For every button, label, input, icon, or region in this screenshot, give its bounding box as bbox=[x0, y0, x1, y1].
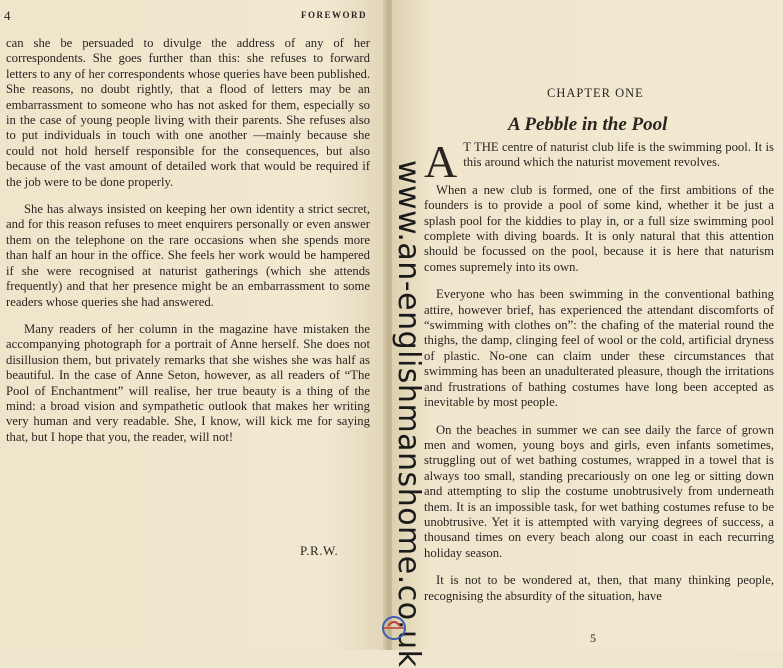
foreword-paragraph: Many readers of her column in the magazine have mistaken the accompanying photograph for a portrait of Anne herself. She does not disillusion them, but privately remarks that she wishes she was half as beautiful. In the case of Anne Seton, however, as all readers of “The Pool of Enchantment” will realise, her true beauty is a thing of the mind: a broad vision and sympathetic outlook that makes her writing very human and very readable. She, I know, will kick me for saying that, but I hope that you, the reader, will not! bbox=[6, 321, 370, 444]
opening-paragraph-text: T THE centre of naturist club life is the swimming pool. It is this around which the naturist movement revolves. bbox=[463, 140, 774, 170]
signature: P.R.W. bbox=[300, 543, 339, 558]
chapter-paragraph: It is not to be wondered at, then, that many thinking people, recognising the absurdity of the situation, have bbox=[424, 573, 774, 603]
right-page-number: 5 bbox=[590, 631, 596, 645]
foreword-paragraph: She has always insisted on keeping her own identity a strict secret, and for this reason refuses to meet enquirers personally or even answer them on the telephone on the rare occasions when she spends more than half an hour in the office. She feels her work would be hampered if she were recognised at naturist gatherings (which she attends frequently) and that her presence might be an embarrassment to some readers whose queries she had answered. bbox=[6, 202, 370, 309]
chapter-label: CHAPTER ONE bbox=[547, 86, 644, 100]
chapter-paragraph: On the beaches in summer we can see daily the farce of grown men and women, young boys and girls, even infants sometimes, struggling out of wet bathing costumes, wrapped in a towel that is always too small, standing precariously on one leg or sitting down and attempting to slip the costume unobtrusively from underneath them. It is an impossible task, for wet bathing costumes refuse to be unobtrusive. Yet it is attempted with varying degrees of success, a thousand times on every beach along our coast in each recurring holiday season. bbox=[424, 422, 774, 560]
chapter-paragraph: When a new club is formed, one of the first ambitions of the founders is to provide a pool of some kind, whether it be just a splash pool for the kiddies to play in, or a full size swimming pool complete with diving boards. It is only natural that this attention should be focussed on the pool, because it is here that naturism comes supremely into its own. bbox=[424, 182, 774, 274]
opening-paragraph bbox=[424, 136, 774, 187]
foreword-paragraph: can she be persuaded to divulge the address of any of her correspondents. She goes further than this: she refuses to forward letters to any of her correspondents whose queries have been published. She reasons, no doubt rightly, that a flood of letters may be an embarrassment to someone who has not asked for them, especially so in the case of young people living with their parents. She refuses also to put individuals in touch with one another —mainly because she could not hold herself responsible for the consequences, but also because of the vast amount of detailed work that would be required if the job were to be done properly. bbox=[6, 36, 370, 189]
left-page bbox=[0, 0, 385, 650]
running-head: FOREWORD bbox=[301, 10, 367, 20]
chapter-paragraph: Everyone who has been swimming in the conventional bathing attire, however brief, has experienced the attendant discomforts of “swimming with clothes on”: the chafing of the material round the thighs, the damp, clinging feel of wool or the cold, artificial dryness of plastic. No-one can claim under these circumstances that swimming has been an unadulterated pleasure, though the irritations and frustrations of bathing costumes have long been accepted as inevitable by most people. bbox=[424, 287, 774, 410]
chapter-text bbox=[424, 136, 774, 616]
watermark-text: www.an-englishmanshome.co.uk bbox=[391, 160, 426, 668]
chapter-title: A Pebble in the Pool bbox=[508, 114, 668, 135]
drop-cap: A bbox=[424, 136, 458, 187]
watermark-logo-icon bbox=[380, 614, 408, 642]
left-page-number: 4 bbox=[4, 8, 11, 23]
foreword-text bbox=[6, 36, 370, 457]
right-page bbox=[392, 0, 783, 650]
